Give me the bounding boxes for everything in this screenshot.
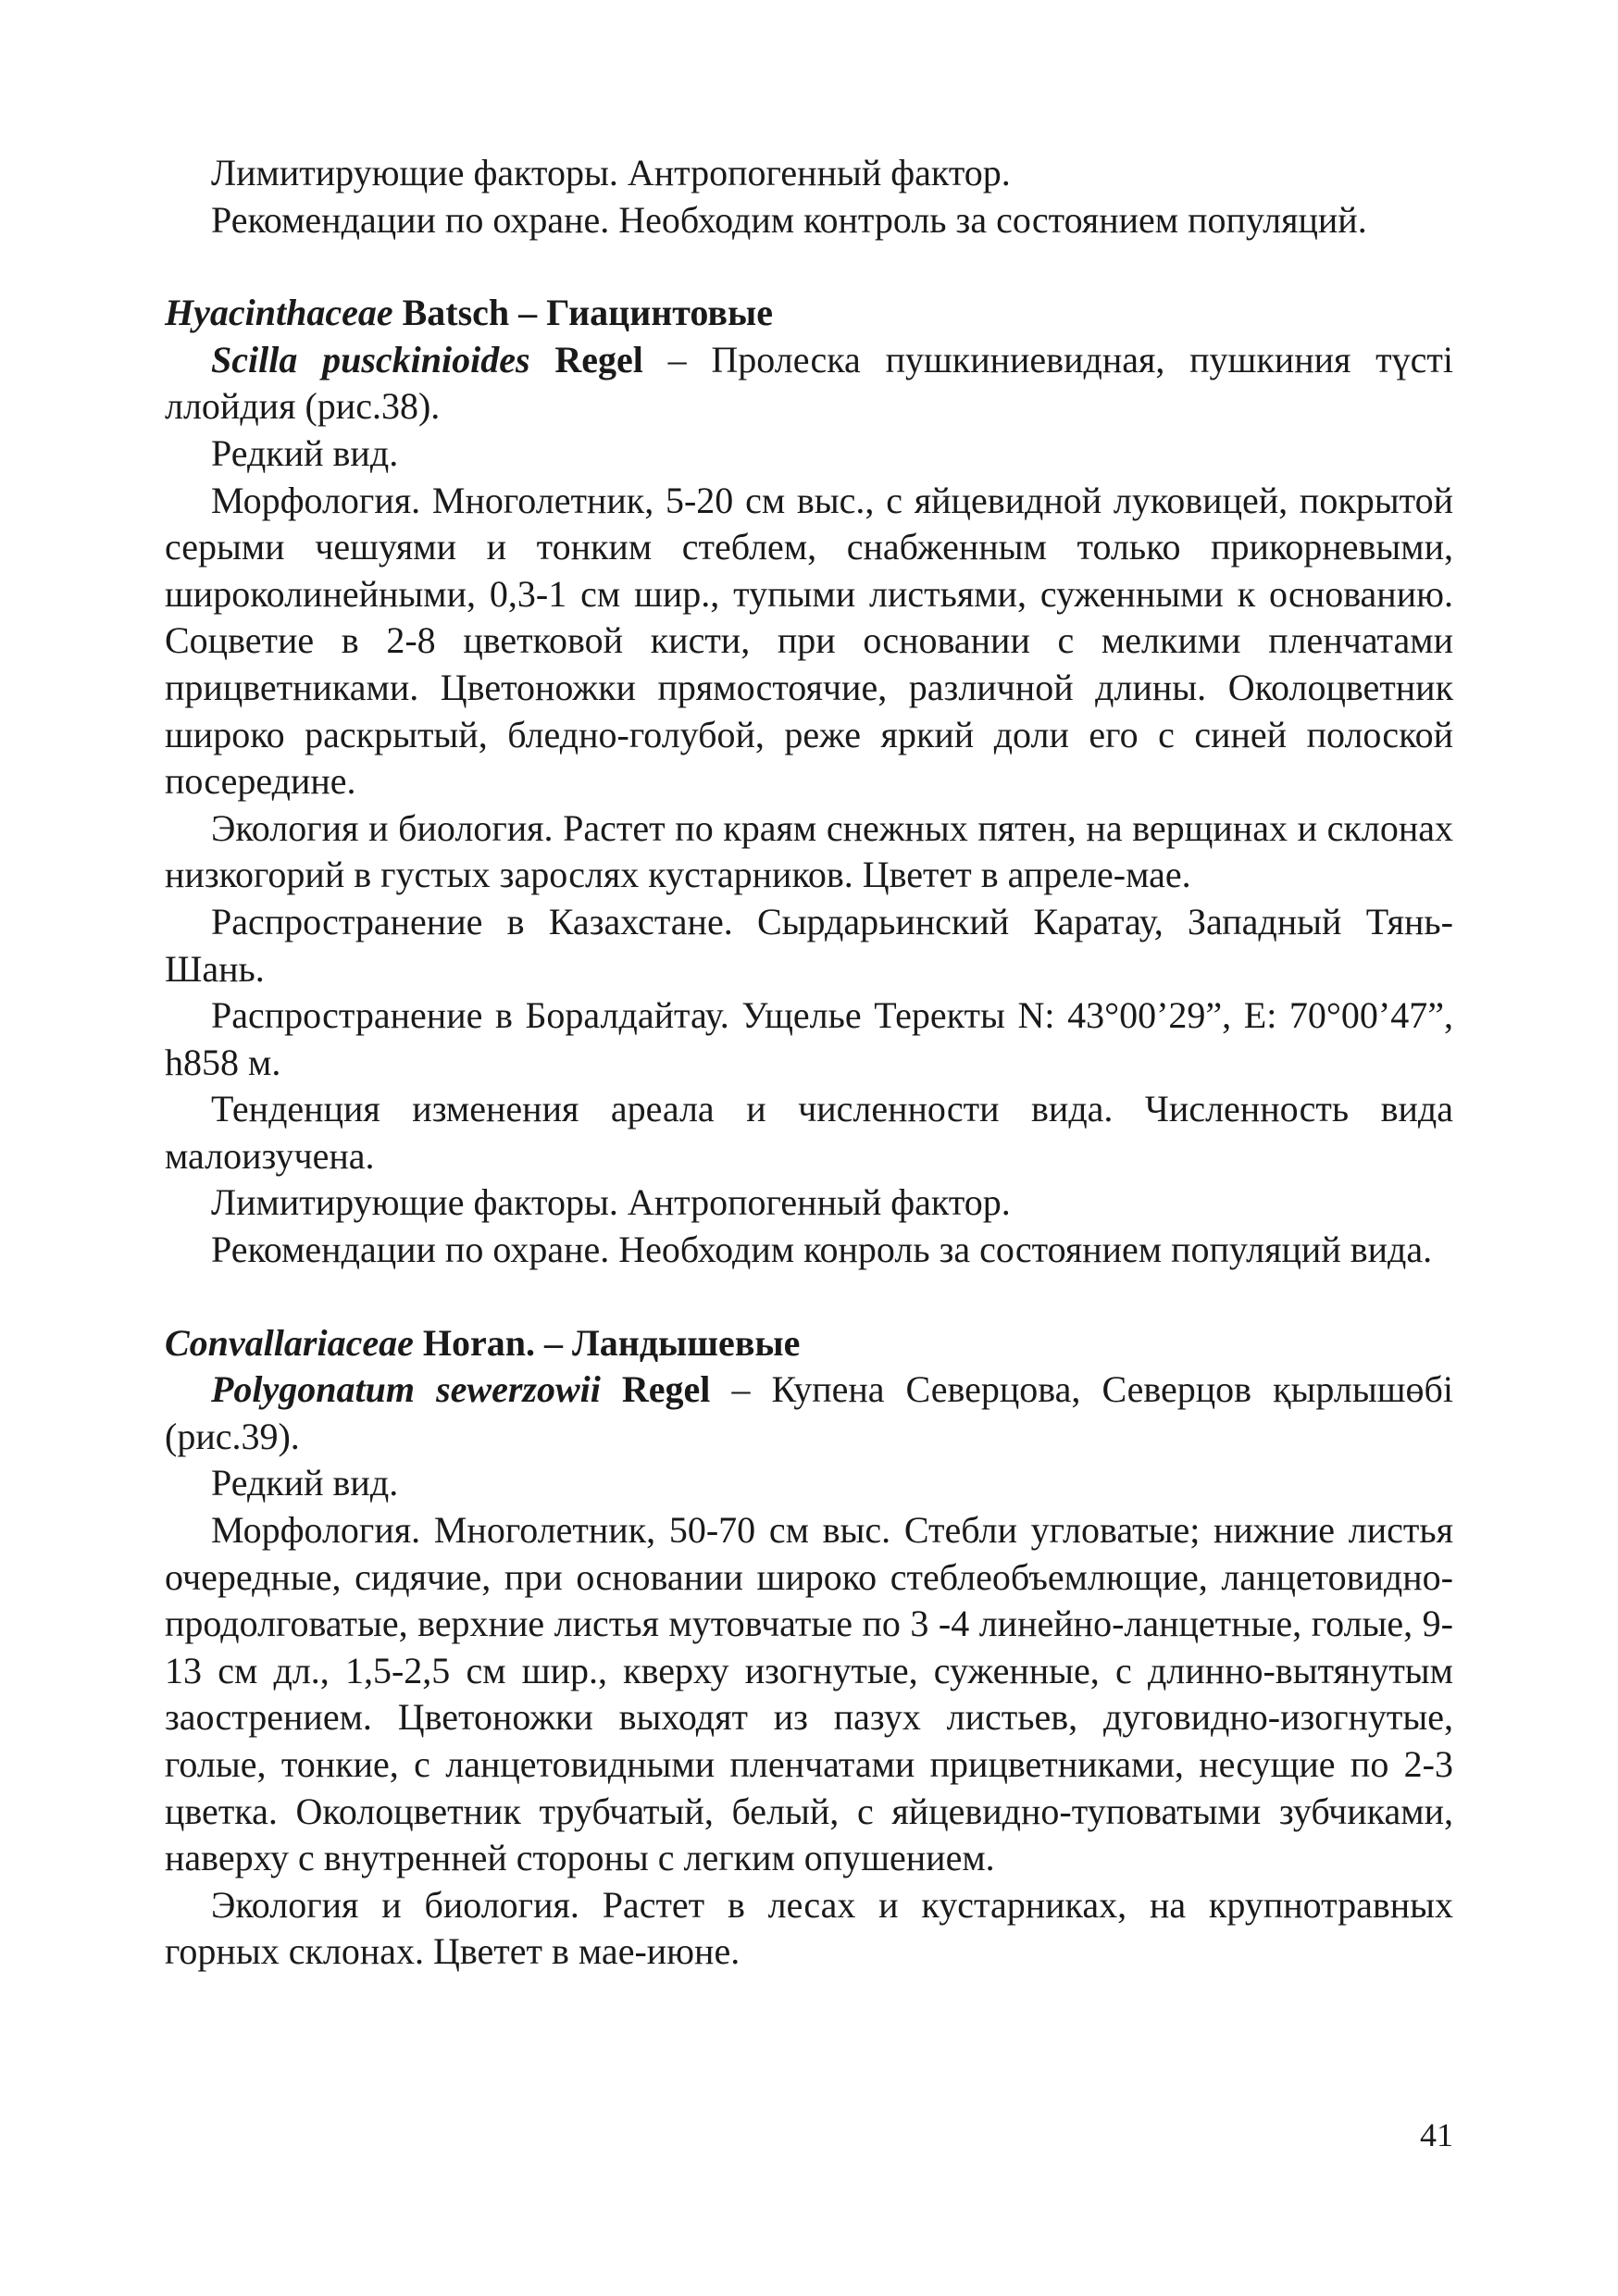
rarity-status: Редкий вид. (211, 1462, 399, 1504)
range-trend-paragraph: Тенденция изменения ареала и численности вида. Численность вида малоизучена. (165, 1088, 1453, 1177)
species-author: Regel (529, 338, 643, 381)
family-heading-hyacinthaceae (165, 290, 1453, 337)
rarity-status: Редкий вид. (211, 431, 399, 474)
species-heading-scilla (165, 337, 1453, 430)
morphology-paragraph: Морфология. Многолетник, 50-70 см выс. Стебли угловатые; нижние листья очередные, сидячие, при основании широко стеблеобъемлющие, ланцетовидно-продолговатые, верхние листья мутовчатые по 3 -4 линейно-ланцетные, голые, 9-13 см дл., 1,5-2,5 см шир., кверху изогнутые, суженные, с длинно-вытянутым заострением. Цветоножки выходят из пазух листьев, дуговидно-изогнутые, голые, тонкие, с ланцетовидными пленчатами прицветниками, несущие по 2-3 цветка. Околоцветник трубчатый, белый, с яйцевидно-туповатыми зубчиками, наверху с внутренней стороны с легким опушением. (165, 1509, 1453, 1879)
species-latin-name: Polygonatum sewerzowii (211, 1368, 601, 1411)
section-gap (165, 1274, 1453, 1320)
body-text (165, 150, 1453, 1976)
family-latin-name: Convallariaceae (165, 1321, 414, 1364)
species-common-names: – Пролеска пушкиниевидная, пушкиния түсті ллойдия (рис.38). (165, 338, 1453, 428)
distribution-boraldaytau-paragraph: Распространение в Боралдайтау. Ущелье Теректы N: 43°00’29”, E: 70°00’47”, h858 м. (165, 994, 1453, 1083)
species-author: Regel (600, 1368, 711, 1411)
family-author-and-russian-name: Horan. – Ландышевые (413, 1321, 801, 1364)
limiting-factors-paragraph: Лимитирующие факторы. Антропогенный фактор. (211, 1181, 1011, 1224)
family-latin-name: Hyacinthaceae (165, 292, 393, 334)
species-common-names: – Купена Северцова, Северцов қырлышөбі (рис.39). (165, 1368, 1453, 1457)
limiting-factors-paragraph: Лимитирующие факторы. Антропогенный фактор. (211, 152, 1011, 193)
protection-recommendations-paragraph: Рекомендации по охране. Необходим контроль за состоянием популяций. (211, 198, 1367, 241)
morphology-paragraph: Морфология. Многолетник, 5-20 см выс., с яйцевидной луковицей, покрытой серыми чешуями и тонким стеблем, снабженным только прикорневыми, широколинейными, 0,3-1 см шир., тупыми листьями, суженными к основанию. Соцветие в 2-8 цветковой кисти, при основании с мелкими пленчатами прицветниками. Цветоножки прямостоячие, различной длины. Околоцветник широко раскрытый, бледно-голубой, реже яркий доли его с синей полоской посередине. (165, 479, 1453, 803)
distribution-kazakhstan-paragraph: Распространение в Казахстане. Сырдарьинский Каратау, Западный Тянь-Шань. (165, 900, 1453, 990)
species-heading-polygonatum (165, 1366, 1453, 1460)
page-number: 41 (1420, 2116, 1453, 2153)
family-heading-convallariaceae (165, 1320, 1453, 1367)
family-author-and-russian-name: Batsch – Гиацинтовые (392, 292, 773, 334)
ecology-paragraph: Экология и биология. Растет по краям снежных пятен, на верщинах и склонах низкогорий в густых зарослях кустарников. Цветет в апреле-мае. (165, 806, 1453, 896)
ecology-paragraph: Экология и биология. Растет в лесах и кустарниках, на крупнотравных горных склонах. Цветет в мае-июне. (165, 1883, 1453, 1973)
species-latin-name: Scilla pusckinioides (211, 338, 530, 381)
section-gap (165, 243, 1453, 290)
protection-recommendations-paragraph: Рекомендации по охране. Необходим конроль за состоянием популяций вида. (211, 1229, 1433, 1271)
